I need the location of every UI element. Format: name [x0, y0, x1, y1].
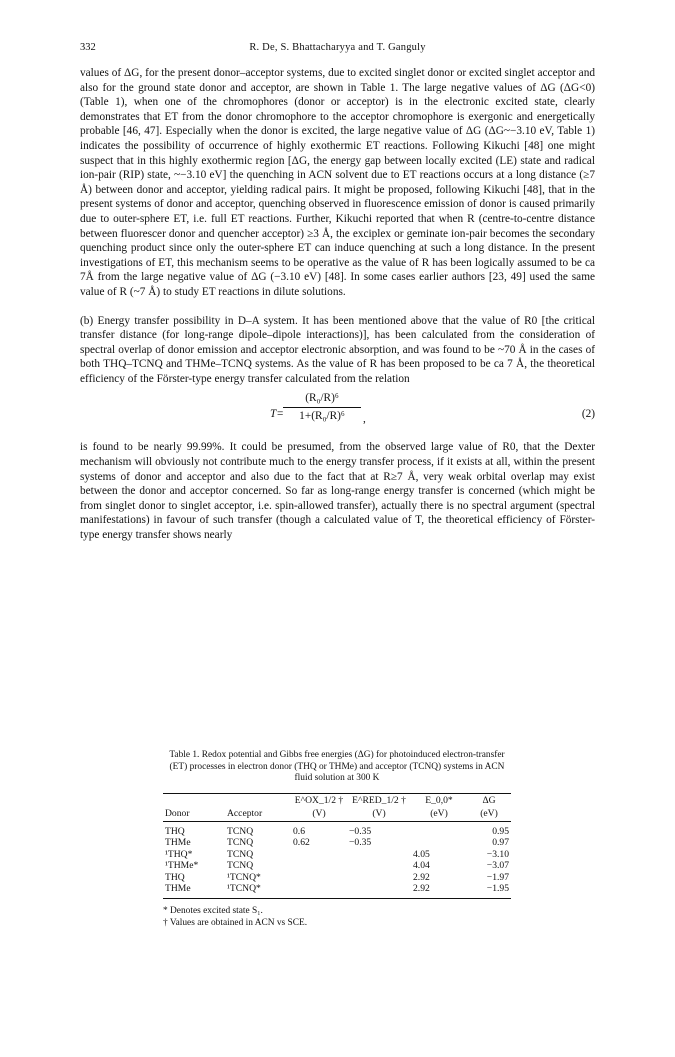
table-row	[163, 860, 511, 871]
table-cell: ¹THQ*	[165, 848, 193, 860]
table-cell	[291, 860, 347, 871]
paragraph-2: (b) Energy transfer possibility in D–A system. It has been mentioned above that the value of R0 [the critical transfer distance (for long-range dipole–dipole interactions)], has been calculated from the consideration of spectral overlap of donor emission and acceptor electronic absorption, and was found to be ~70 Å in the cases of both THQ–TCNQ and THMe–TCNQ systems. As the value of R has been proposed to be ca 7 Å, the theoretical efficiency of the Förster-type energy transfer calculated from the relation	[80, 314, 595, 385]
header-cell: Donor	[163, 807, 225, 821]
header-cell: E_0,0*	[411, 793, 467, 807]
header-cell: (V)	[347, 807, 411, 821]
body-text	[80, 66, 595, 543]
table-cell: ¹TCNQ*	[225, 883, 291, 899]
table-row	[163, 849, 511, 860]
equation-numerator: (R₀/R)⁶	[283, 391, 361, 408]
table-cell	[347, 860, 411, 871]
table-cell: TCNQ	[227, 848, 254, 860]
table-cell: −1.95	[467, 883, 511, 899]
equation-denominator: 1+(R₀/R)⁶	[299, 410, 345, 423]
header-cell: E^RED_1/2 †	[347, 793, 411, 807]
table-row	[163, 837, 511, 848]
equation-number: (2)	[581, 408, 595, 421]
table-cell	[411, 821, 467, 837]
table-cell: −3.07	[486, 860, 509, 872]
table-row	[163, 883, 511, 899]
table-cell: 4.04	[413, 860, 430, 872]
table-cell: THQ	[165, 871, 185, 883]
header-cell: ΔG	[467, 793, 511, 807]
table-1	[163, 750, 511, 929]
running-header	[80, 42, 595, 58]
table-cell: 0.6	[293, 825, 305, 837]
table-cell: 0.95	[492, 825, 509, 837]
table-header-top	[163, 793, 511, 807]
table-cell: ¹THMe*	[165, 860, 199, 872]
running-authors: R. De, S. Bhattacharyya and T. Ganguly	[249, 42, 426, 53]
table-cell: −0.35	[349, 837, 372, 849]
table-cell: TCNQ	[227, 825, 254, 837]
table-cell: THMe	[163, 883, 225, 899]
table-row	[163, 821, 511, 837]
paragraph-3: is found to be nearly 99.99%. It could be presumed, from the observed large value of R0, that the Dexter mechanism will obviously not contribute much to the energy transfer process, if it exists at all, within the present systems of donor and acceptor and also due to the fact that at R≥7 Å, very weak orbital overlap may exist between the donor and acceptor concerned. So far as long-range energy transfer is concerned (which might be from singlet donor to singlet acceptor, i.e. spin-allowed transfer), actually there is no spectral argument (spectral manifestations) in favour of such transfer (though a calculated value of T, the theoretical efficiency of Förster-type energy transfer shows nearly	[80, 441, 595, 542]
table-footnotes	[163, 905, 511, 929]
table-cell: ¹TCNQ*	[227, 871, 261, 883]
footnote-excited-state: * Denotes excited state S₁.	[163, 906, 263, 917]
table-row	[163, 872, 511, 883]
table-cell: 0.97	[492, 837, 509, 849]
table-cell: THMe	[165, 837, 191, 849]
table-cell	[291, 883, 347, 899]
table-cell: 2.92	[411, 883, 467, 899]
table-cell: TCNQ	[227, 837, 254, 849]
footnote-acn-sce: † Values are obtained in ACN vs SCE.	[163, 918, 308, 929]
table-cell: −1.97	[486, 871, 509, 883]
table-cell	[347, 872, 411, 883]
equation-lhs: T=	[270, 408, 284, 421]
header-cell: (eV)	[467, 807, 511, 821]
table-cell: −0.35	[349, 825, 372, 837]
table-cell: 2.92	[413, 871, 430, 883]
header-cell: (eV)	[411, 807, 467, 821]
table-cell: 4.05	[413, 848, 430, 860]
equation-fraction	[283, 391, 361, 423]
header-cell	[163, 793, 225, 807]
paragraph-1: values of ΔG, for the present donor–acceptor systems, due to excited singlet donor or excited singlet acceptor and also for the ground state donor and acceptor, are shown in Table 1. The large negative values of ΔG (ΔG<0) (Table 1), when one of the chromophores (donor or acceptor) is in the electronic excited state, clearly demonstrates that ET from the donor chromophore to the acceptor chromophore is exergonic and energetically probable [46, 47]. Especially when the donor is excited, the large negative value of ΔG (ΔG~−3.10 eV, Table 1) indicates the possibility of occurrence of highly exothermic ET reactions. Following Kikuchi [48] one might suspect that in this highly exothermic region [ΔG, the energy gap between locally excited (LE) state and radical ion-pair (RIP) state, ~−3.10 eV] the quenching in ACN solvent due to ET reactions occurs at a long distance (≥7 Å) between donor and acceptor, yielding radical pairs. It might be proposed, following Kikuchi [48], that in the present systems of donor and acceptor, quenching observed in fluorescence emission of donor is caused primarily due to outer-sphere ET, i.e. full ET reactions. Further, Kikuchi reported that when R (centre-to-centre distance between fluorescer donor and quencher acceptor) ≥3 Å, the exciplex or geminate ion-pair becomes the secondary quenching product since only the outer-sphere ET can induce quenching at such a long distance. In the present investigations of ET, this mechanism seems to be operative as the value of R has been logically assumed to be ca 7Å from the large negative value of ΔG (−3.10 eV) [48]. In some cases earlier authors [23, 49] used the same value of R (~7 Å) to study ET reactions in dilute solutions.	[80, 67, 595, 298]
header-cell: (V)	[291, 807, 347, 821]
table-header	[163, 807, 511, 821]
header-cell	[225, 793, 291, 807]
table-cell	[347, 849, 411, 860]
equation-2	[80, 390, 595, 438]
table-cell	[291, 872, 347, 883]
table-cell: −3.10	[486, 848, 509, 860]
equation-tail: ,	[363, 413, 366, 426]
table-caption: Table 1. Redox potential and Gibbs free energies (ΔG) for photoinduced electron-transfer (ET) processes in electron donor (THQ or THMe) and acceptor (TCNQ) systems in ACN fluid solution at 300 K	[169, 750, 505, 784]
page-number: 332	[80, 42, 96, 53]
header-cell: Acceptor	[225, 807, 291, 821]
table-cell	[411, 837, 467, 848]
table-cell: THQ	[165, 825, 185, 837]
table-cell: 0.62	[293, 837, 310, 849]
data-table	[163, 793, 511, 900]
header-cell: E^OX_1/2 †	[291, 793, 347, 807]
table-cell	[347, 883, 411, 899]
table-cell	[291, 849, 347, 860]
table-cell: TCNQ	[227, 860, 254, 872]
